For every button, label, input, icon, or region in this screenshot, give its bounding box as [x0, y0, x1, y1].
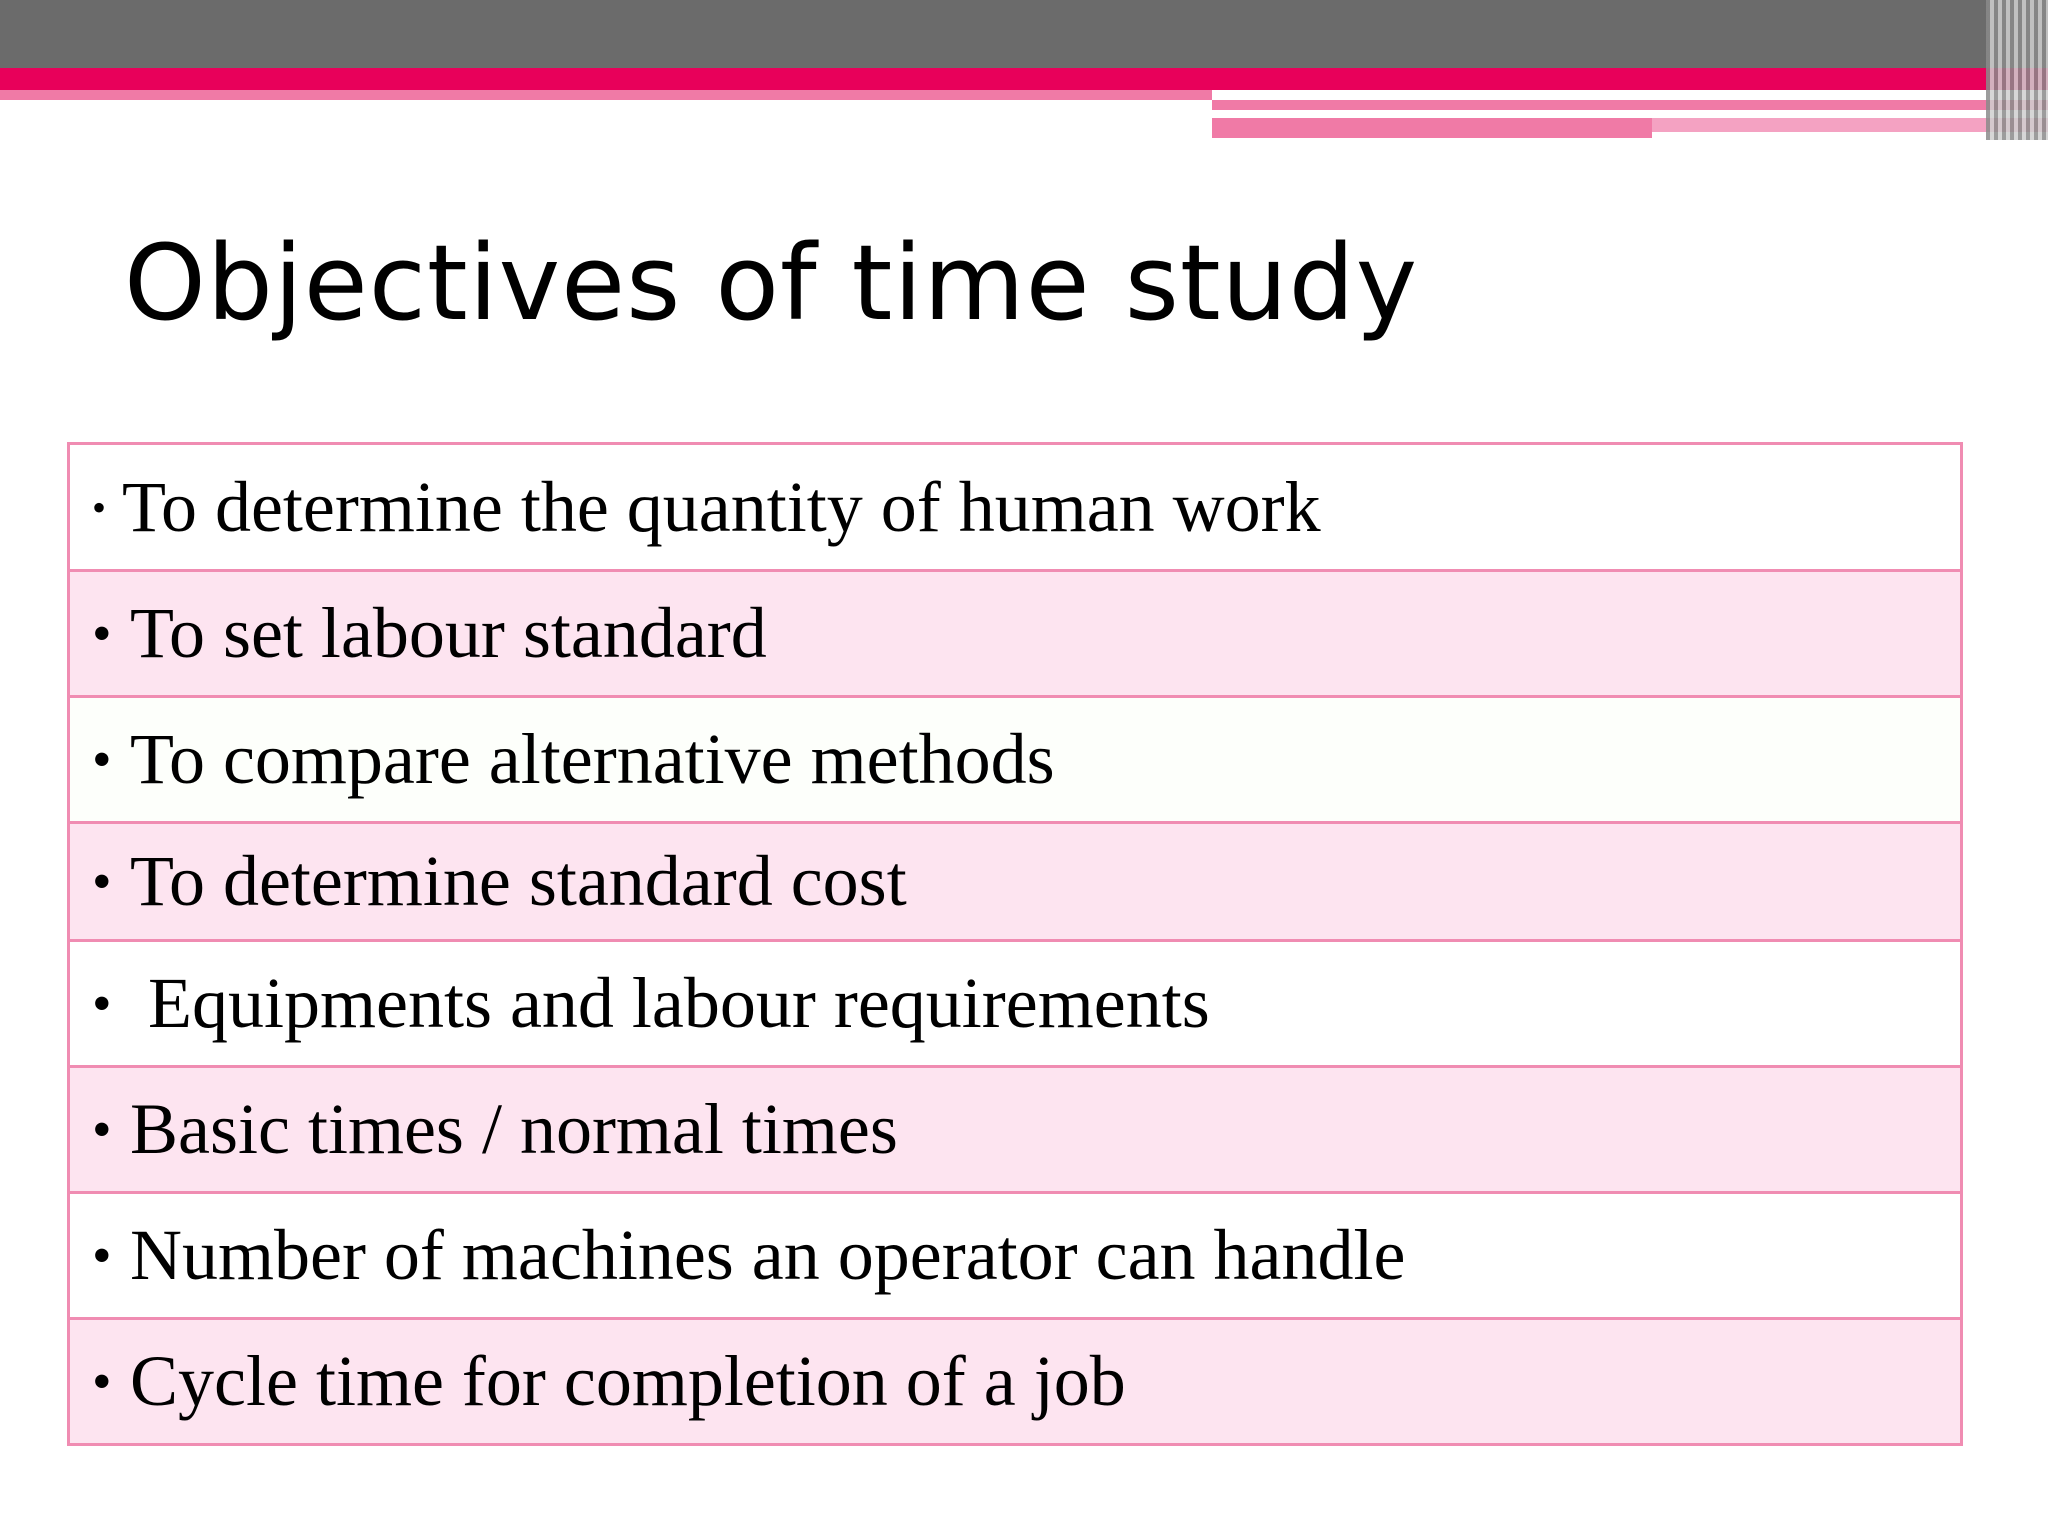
bullet-icon: • — [92, 1350, 112, 1413]
bullet-icon: • — [92, 728, 112, 791]
bullet-icon: • — [92, 972, 112, 1035]
bullet-icon: • — [92, 850, 112, 913]
objective-text: To set labour standard — [130, 593, 767, 673]
slide-title: Objectives of time study — [124, 222, 1419, 344]
objective-row — [70, 569, 1960, 695]
objective-text: Number of machines an operator can handle — [130, 1215, 1406, 1295]
objective-text: To determine standard cost — [130, 841, 907, 921]
objective-row — [70, 1317, 1960, 1443]
header-edge-stripes — [1986, 0, 2048, 140]
objective-text: Cycle time for completion of a job — [130, 1341, 1126, 1421]
objective-row — [70, 445, 1960, 569]
objective-text: To compare alternative methods — [130, 719, 1055, 799]
objective-text: Basic times / normal times — [130, 1089, 898, 1169]
objectives-table — [67, 442, 1963, 1446]
header-light-pink-band-lower — [1212, 118, 1652, 138]
header-white-line — [1212, 112, 1896, 116]
objective-text: Equipments and labour requirements — [148, 963, 1210, 1043]
objective-text: To determine the quantity of human work — [122, 466, 1321, 547]
header-pink-band — [0, 68, 2048, 90]
bullet-icon: • — [92, 1224, 112, 1287]
bullet-icon: • — [92, 602, 112, 665]
bullet-icon: • — [92, 1098, 112, 1161]
objective-row — [70, 1065, 1960, 1191]
header-light-pink-band-right — [1212, 100, 2048, 110]
objective-row — [70, 939, 1960, 1065]
objective-row — [70, 695, 1960, 821]
header-gray-band — [0, 0, 2048, 68]
bullet-icon: • — [92, 484, 107, 530]
objective-row — [70, 821, 1960, 939]
objective-row — [70, 1191, 1960, 1317]
header-light-pink-band-left — [0, 90, 1212, 100]
